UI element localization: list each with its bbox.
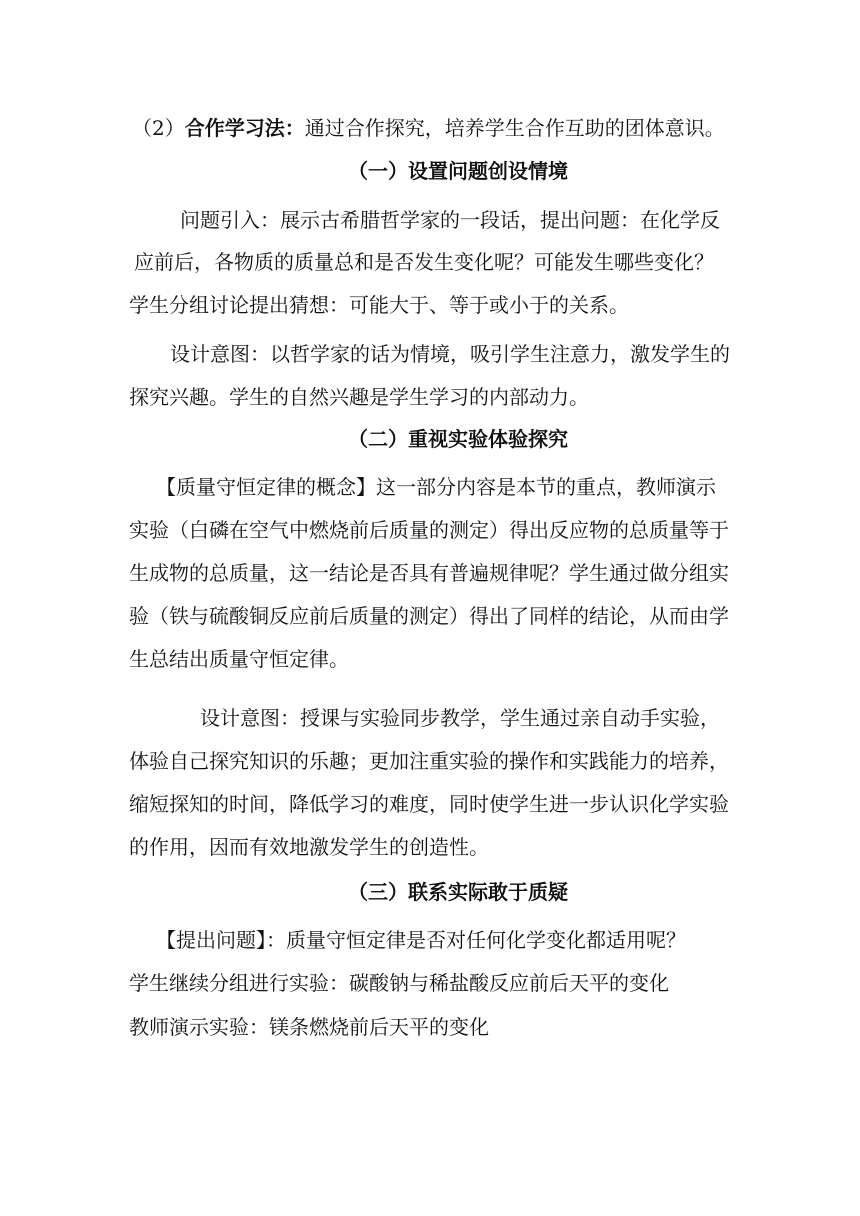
paragraph-line: 学生分组讨论提出猜想：可能大于、等于或小于的关系。 — [129, 293, 629, 317]
paragraph-line: 探究兴趣。学生的自然兴趣是学生学习的内部动力。 — [129, 385, 589, 409]
paragraph-line: 【质量守恒定律的概念】这一部分内容是本节的重点，教师演示 — [156, 475, 716, 499]
paragraph-line: 生总结出质量守恒定律。 — [129, 647, 349, 671]
method-line — [132, 116, 725, 140]
paragraph-line: 教师演示实验：镁条燃烧前后天平的变化 — [129, 1015, 489, 1039]
paragraph-line: 【提出问题】：质量守恒定律是否对任何化学变化都适用呢？ — [156, 928, 686, 952]
paragraph-line: 生成物的总质量，这一结论是否具有普遍规律呢？学生通过做分组实 — [129, 561, 729, 585]
method-label: 合作学习法： — [184, 116, 305, 140]
paragraph-line: 设计意图：授课与实验同步教学，学生通过亲自动手实验， — [200, 706, 720, 730]
paragraph-line: 实验（白磷在空气中燃烧前后质量的测定）得出反应物的总质量等于 — [129, 518, 729, 542]
section-heading-2: （二）重视实验体验探究 — [348, 427, 568, 451]
method-text: 通过合作探究，培养学生合作互助的团体意识。 — [304, 116, 725, 140]
section-heading-3: （三）联系实际敢于质疑 — [348, 880, 568, 904]
paragraph-line: 验（铁与硫酸铜反应前后质量的测定）得出了同样的结论，从而由学 — [129, 604, 729, 628]
paragraph-line: 的作用，因而有效地激发学生的创造性。 — [129, 835, 489, 859]
paragraph-line: 缩短探知的时间，降低学习的难度，同时使学生进一步认识化学实验 — [129, 792, 729, 816]
paragraph-line: 应前后，各物质的质量总和是否发生变化呢？可能发生哪些变化？ — [134, 250, 714, 274]
section-heading-1: （一）设置问题创设情境 — [348, 159, 568, 183]
paragraph-line: 问题引入：展示古希腊哲学家的一段话，提出问题：在化学反 — [180, 208, 720, 232]
paragraph-line: 设计意图：以哲学家的话为情境，吸引学生注意力，激发学生的 — [170, 342, 730, 366]
paragraph-line: 学生继续分组进行实验：碳酸钠与稀盐酸反应前后天平的变化 — [129, 971, 669, 995]
paragraph-line: 体验自己探究知识的乐趣；更加注重实验的操作和实践能力的培养， — [129, 749, 729, 773]
method-prefix: （2） — [132, 116, 185, 140]
